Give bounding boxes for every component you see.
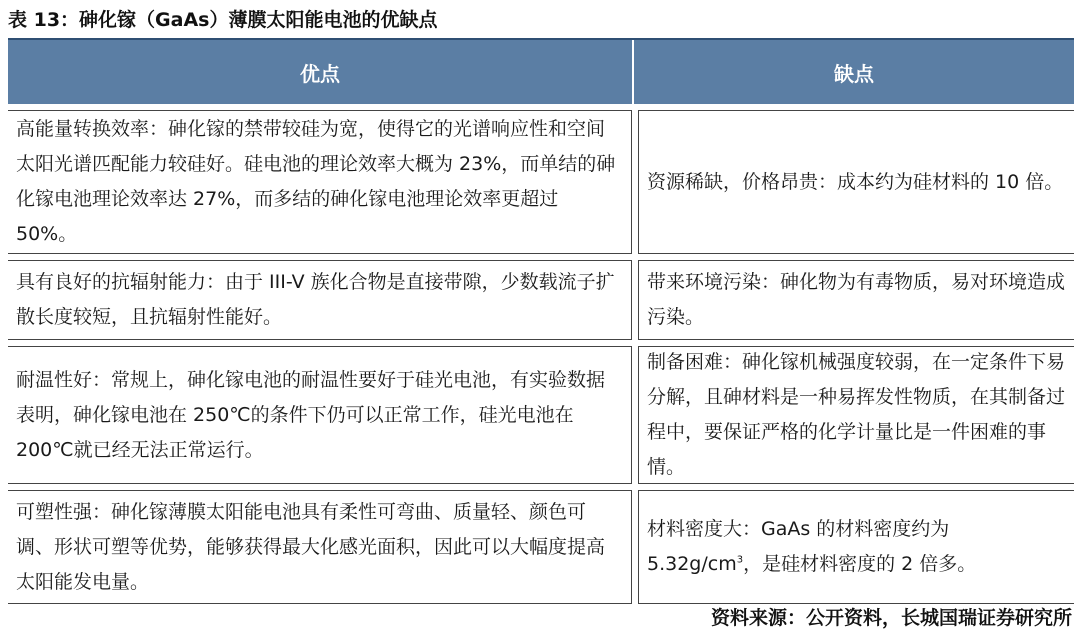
con-cell: 资源稀缺，价格昂贵：成本约为硅材料的 10 倍。	[638, 110, 1074, 254]
pro-cell: 高能量转换效率：砷化镓的禁带较硅为宽，使得它的光谱响应性和空间太阳光谱匹配能力较硅好。硅电池的理论效率大概为 23%，而单结的砷化镓电池理论效率达 27%，而多结的砷化镓电池理论效率更超过 50%。	[8, 110, 632, 254]
pro-cell: 可塑性强：砷化镓薄膜太阳能电池具有柔性可弯曲、质量轻、颜色可调、形状可塑等优势，能够获得最大化感光面积，因此可以大幅度提高太阳能发电量。	[8, 490, 632, 604]
cons-header: 缺点	[632, 40, 1074, 104]
table-row	[8, 346, 1074, 484]
pros-header: 优点	[300, 61, 340, 86]
table-row	[8, 110, 1074, 254]
pros-cons-table	[8, 38, 1074, 604]
pro-cell: 耐温性好：常规上，砷化镓电池的耐温性要好于硅光电池，有实验数据表明，砷化镓电池在 250℃的条件下仍可以正常工作，硅光电池在 200℃就已经无法正常运行。	[8, 346, 632, 484]
table-row	[8, 490, 1074, 604]
con-cell: 材料密度大：GaAs 的材料密度约为 $5.32g/cm^3$，是硅材料密度的 2 倍多。	[638, 490, 1074, 604]
pro-cell: 具有良好的抗辐射能力：由于 III-V 族化合物是直接带隙，少数载流子扩散长度较短，且抗辐射性能好。	[8, 260, 632, 340]
table-title: 表 13：砷化镓（GaAs）薄膜太阳能电池的优缺点	[8, 9, 438, 31]
source-note: 资料来源：公开资料，长城国瑞证券研究所	[710, 607, 1072, 629]
con-cell: 带来环境污染：砷化物为有毒物质，易对环境造成污染。	[638, 260, 1074, 340]
table-row	[8, 260, 1074, 340]
table-header-row	[8, 38, 1074, 104]
con-cell: 制备困难：砷化镓机械强度较弱，在一定条件下易分解，且砷材料是一种易挥发性物质，在其制备过程中，要保证严格的化学计量比是一件困难的事情。	[638, 346, 1074, 484]
